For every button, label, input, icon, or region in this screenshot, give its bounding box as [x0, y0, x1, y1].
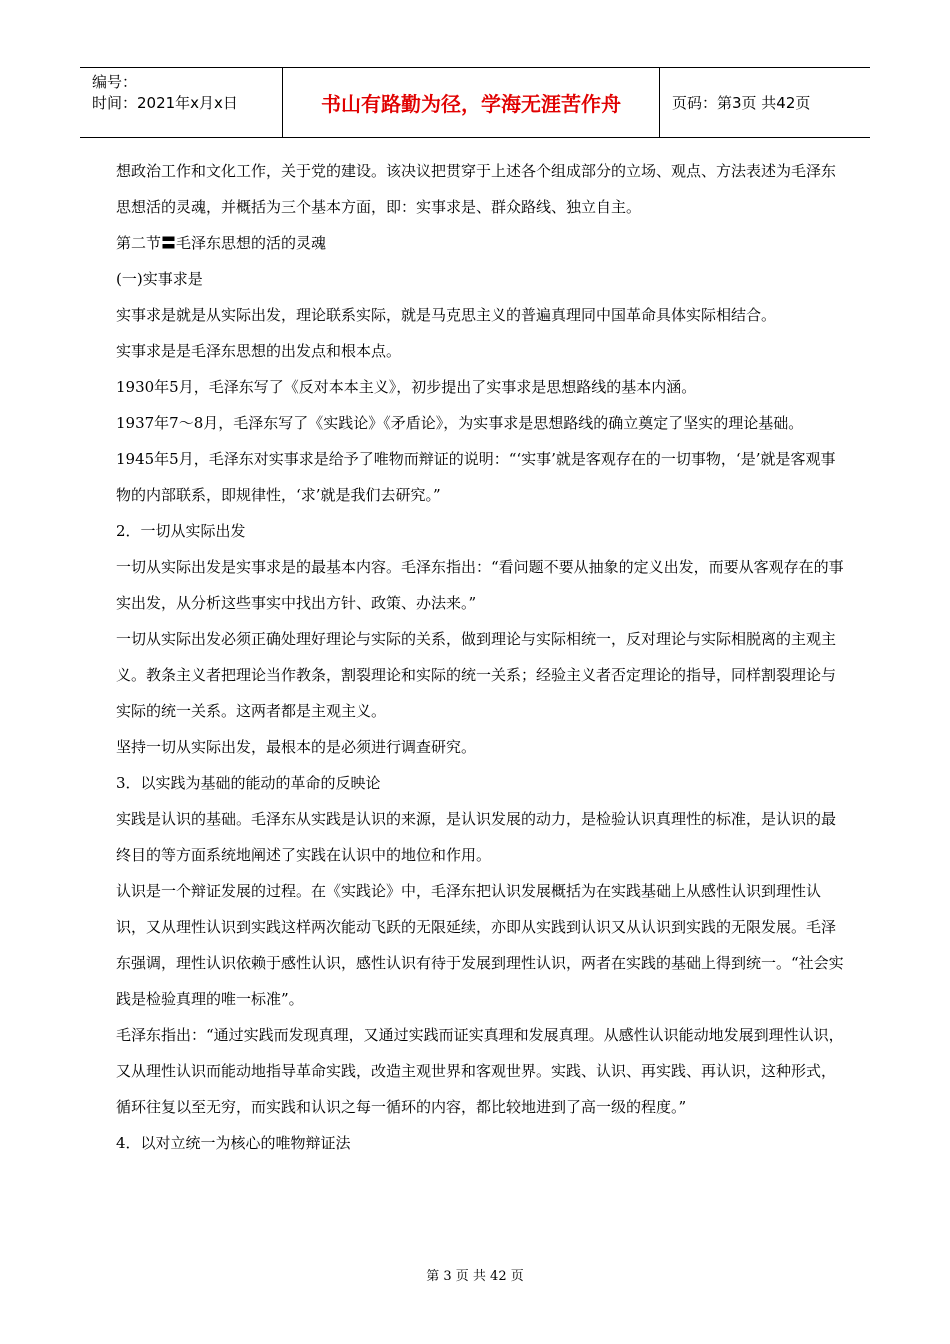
paragraph: 1945年5月，毛泽东对实事求是给予了唯物而辩证的说明：“‘实事’就是客观存在的一切事物，‘是’就是客观事物的内部联系，即规律性，‘求’就是我们去研究。”: [116, 450, 836, 504]
section-heading: 第二节〓毛泽东思想的活的灵魂: [116, 234, 327, 252]
paragraph: 一切从实际出发必须正确处理好理论与实际的关系，做到理论与实际相统一，反对理论与实际相脱离的主观主义。教条主义者把理论当作教条，割裂理论和实际的统一关系；经验主义者否定理论的指导，同样割裂理论与实际的统一关系。这两者都是主观主义。: [116, 630, 837, 720]
paragraph: 实事求是是毛泽东思想的出发点和根本点。: [116, 342, 402, 360]
paragraph: 实事求是就是从实际出发，理论联系实际，就是马克思主义的普遍真理同中国革命具体实际相结合。: [116, 306, 777, 324]
paragraph: 1937年7～8月，毛泽东写了《实践论》《矛盾论》，为实事求是思想路线的确立奠定了坚实的理论基础。: [116, 414, 804, 432]
subsection-heading: 3．以实践为基础的能动的革命的反映论: [116, 774, 381, 792]
paragraph: 坚持一切从实际出发，最根本的是必须进行调查研究。: [116, 738, 477, 756]
subsection-heading: 2．一切从实际出发: [116, 522, 246, 540]
paragraph: 想政治工作和文化工作，关于党的建设。该决议把贯穿于上述各个组成部分的立场、观点、方法表述为毛泽东思想活的灵魂，并概括为三个基本方面，即：实事求是、群众路线、独立自主。: [116, 162, 837, 216]
page-header: [80, 67, 870, 138]
subsection-heading: (一)实事求是: [116, 270, 203, 288]
paragraph: 一切从实际出发是实事求是的最基本内容。毛泽东指出：“看问题不要从抽象的定义出发，而要从客观存在的事实出发，从分析这些事实中找出方针、政策、办法来。”: [116, 558, 844, 612]
serial-label: 编号：: [92, 73, 138, 91]
date-label: 时间：2021年x月x日: [92, 94, 238, 112]
header-page-label: 页码：第3页 共42页: [672, 94, 811, 112]
header-left-cell: [80, 68, 282, 137]
motto: 书山有路勤为径，学海无涯苦作舟: [282, 68, 660, 137]
page-footer: 第 3 页 共 42 页: [426, 1269, 524, 1284]
document-body: [116, 153, 848, 1161]
paragraph: 1930年5月，毛泽东写了《反对本本主义》，初步提出了实事求是思想路线的基本内涵。: [116, 378, 697, 396]
paragraph: 毛泽东指出：“通过实践而发现真理，又通过实践而证实真理和发展真理。从感性认识能动地发展到理性认识，又从理性认识而能动地指导革命实践，改造主观世界和客观世界。实践、认识、再实践、再认识，这种形式，循环往复以至无穷，而实践和认识之每一循环的内容，都比较地进到了高一级的程度。”: [116, 1026, 844, 1116]
paragraph: 实践是认识的基础。毛泽东从实践是认识的来源，是认识发展的动力，是检验认识真理性的标准，是认识的最终目的等方面系统地阐述了实践在认识中的地位和作用。: [116, 810, 837, 864]
paragraph: 认识是一个辩证发展的过程。在《实践论》中，毛泽东把认识发展概括为在实践基础上从感性认识到理性认识，又从理性认识到实践这样两次能动飞跃的无限延续，亦即从实践到认识又从认识到实践的无限发展。毛泽东强调，理性认识依赖于感性认识，感性认识有待于发展到理性认识，两者在实践的基础上得到统一。“社会实践是检验真理的唯一标准”。: [116, 882, 844, 1008]
subsection-heading: 4．以对立统一为核心的唯物辩证法: [116, 1134, 351, 1152]
